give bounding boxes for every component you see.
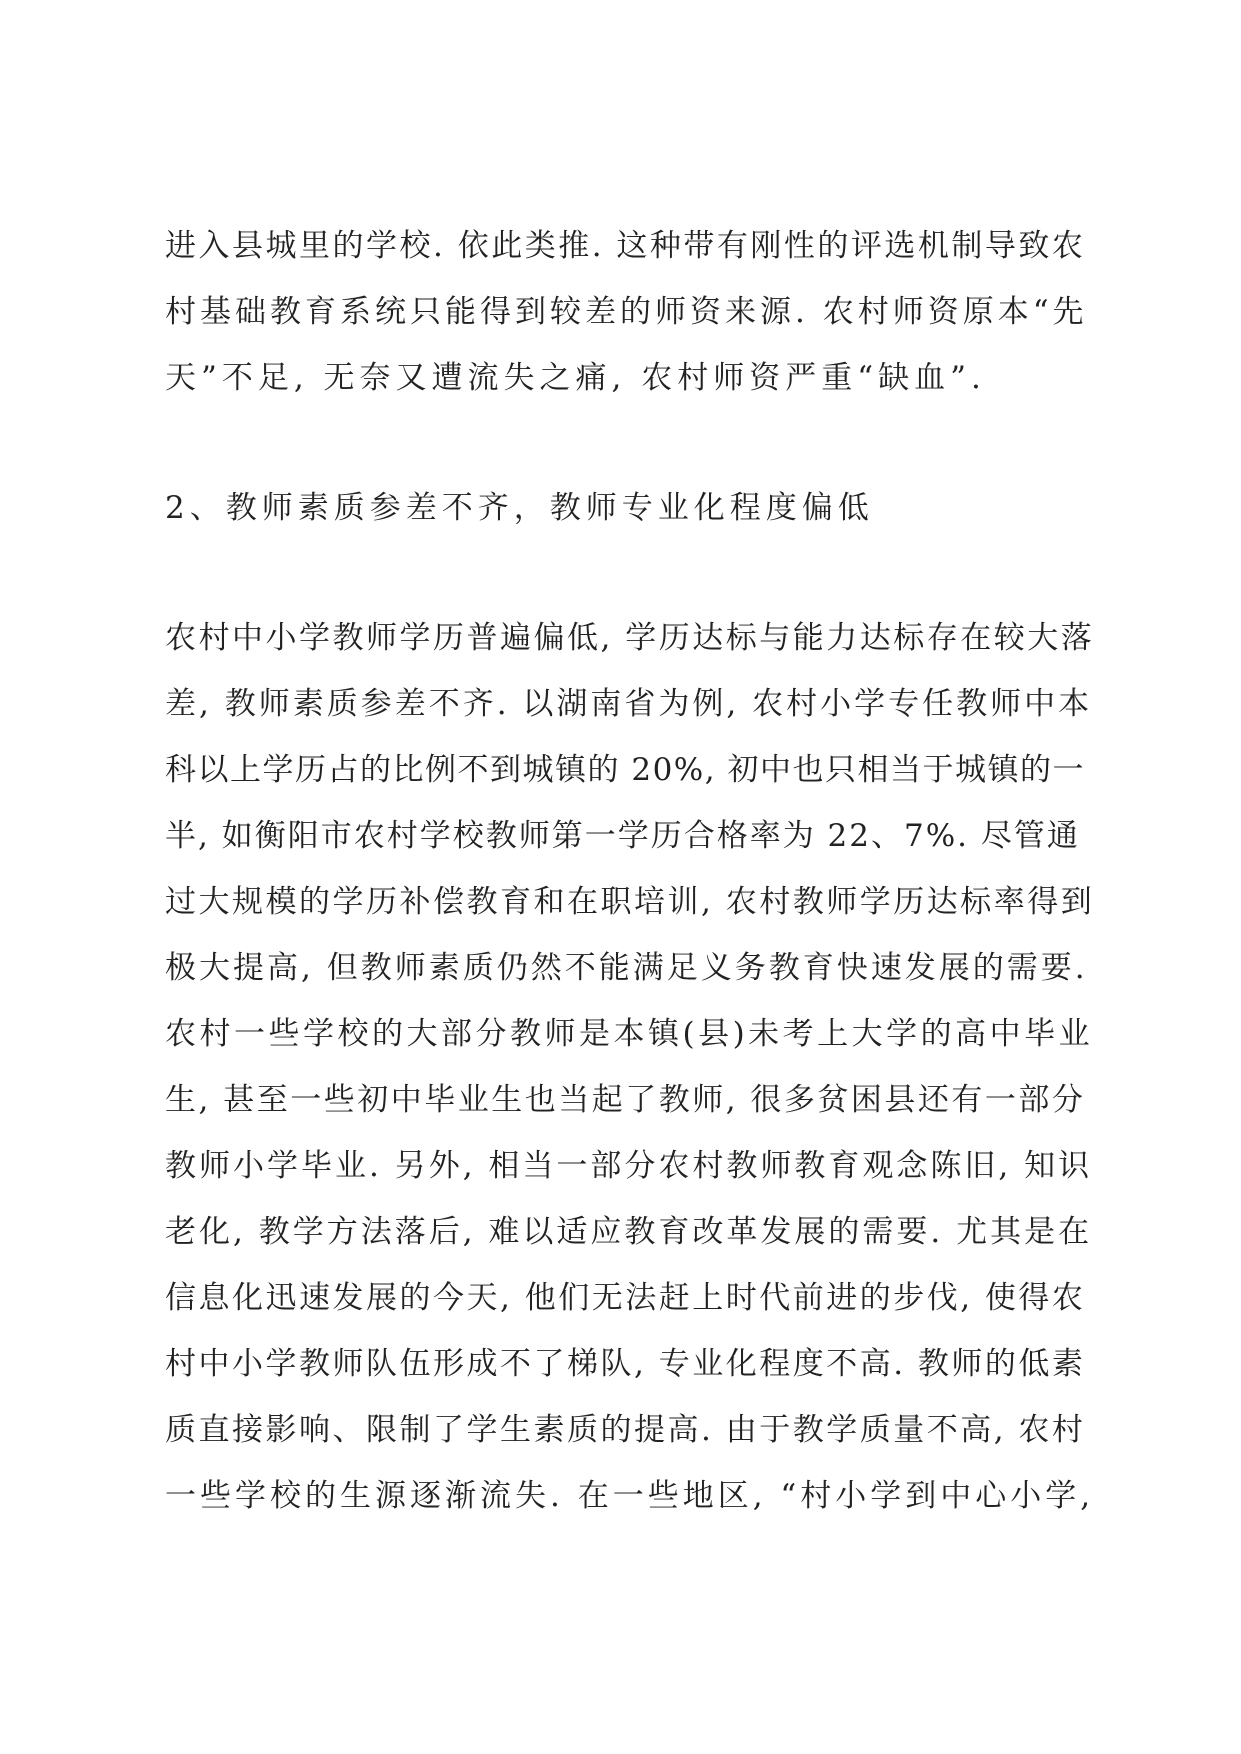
paragraph-2-line-11: 信息化迅速发展的今天, 他们无法赶上时代前进的步伐, 使得农	[165, 1280, 1086, 1316]
paragraph-2-line-9: 教师小学毕业. 另外, 相当一部分农村教师教育观念陈旧, 知识	[165, 1148, 1093, 1184]
paragraph-2-line-12: 村中小学教师队伍形成不了梯队, 专业化程度不高. 教师的低素	[165, 1346, 1086, 1382]
paragraph-2-line-14: 一些学校的生源逐渐流失. 在一些地区, “村小学到中心小学,	[165, 1478, 1095, 1514]
paragraph-2-line-13: 质直接影响、限制了学生素质的提高. 由于教学质量不高, 农村	[165, 1412, 1086, 1448]
paragraph-2-line-5: 过大规模的学历补偿教育和在职培训, 农村教师学历达标率得到	[165, 884, 1095, 920]
paragraph-1-line-2: 村基础教育系统只能得到较差的师资来源. 农村师资原本“先	[165, 294, 1088, 330]
paragraph-2-line-2: 差, 教师素质参差不齐. 以湖南省为例, 农村小学专任教师中本	[165, 686, 1093, 722]
paragraph-2-line-3: 科以上学历占的比例不到城镇的 20%, 初中也只相当于城镇的一	[165, 752, 1085, 788]
paragraph-2-line-7: 农村一些学校的大部分教师是本镇(县)未考上大学的高中毕业	[165, 1016, 1094, 1052]
paragraph-2-line-10: 老化, 教学方法落后, 难以适应教育改革发展的需要. 尤其是在	[165, 1214, 1093, 1250]
section-heading: 2、教师素质参差不齐，教师专业化程度偏低	[165, 490, 874, 526]
paragraph-1-line-3: 天”不足, 无奈又遭流失之痛, 农村师资严重“缺血”.	[165, 360, 986, 396]
paragraph-1-line-1: 进入县城里的学校. 依此类推. 这种带有刚性的评选机制导致农	[165, 228, 1086, 264]
paragraph-2-line-8: 生, 甚至一些初中毕业生也当起了教师, 很多贫困县还有一部分	[165, 1082, 1086, 1118]
paragraph-2-line-4: 半, 如衡阳市农村学校教师第一学历合格率为 22、7%. 尽管通	[165, 818, 1080, 854]
paragraph-2-line-1: 农村中小学教师学历普遍偏低, 学历达标与能力达标存在较大落	[165, 620, 1095, 656]
paragraph-2-line-6: 极大提高, 但教师素质仍然不能满足义务教育快速发展的需要.	[165, 950, 1088, 986]
